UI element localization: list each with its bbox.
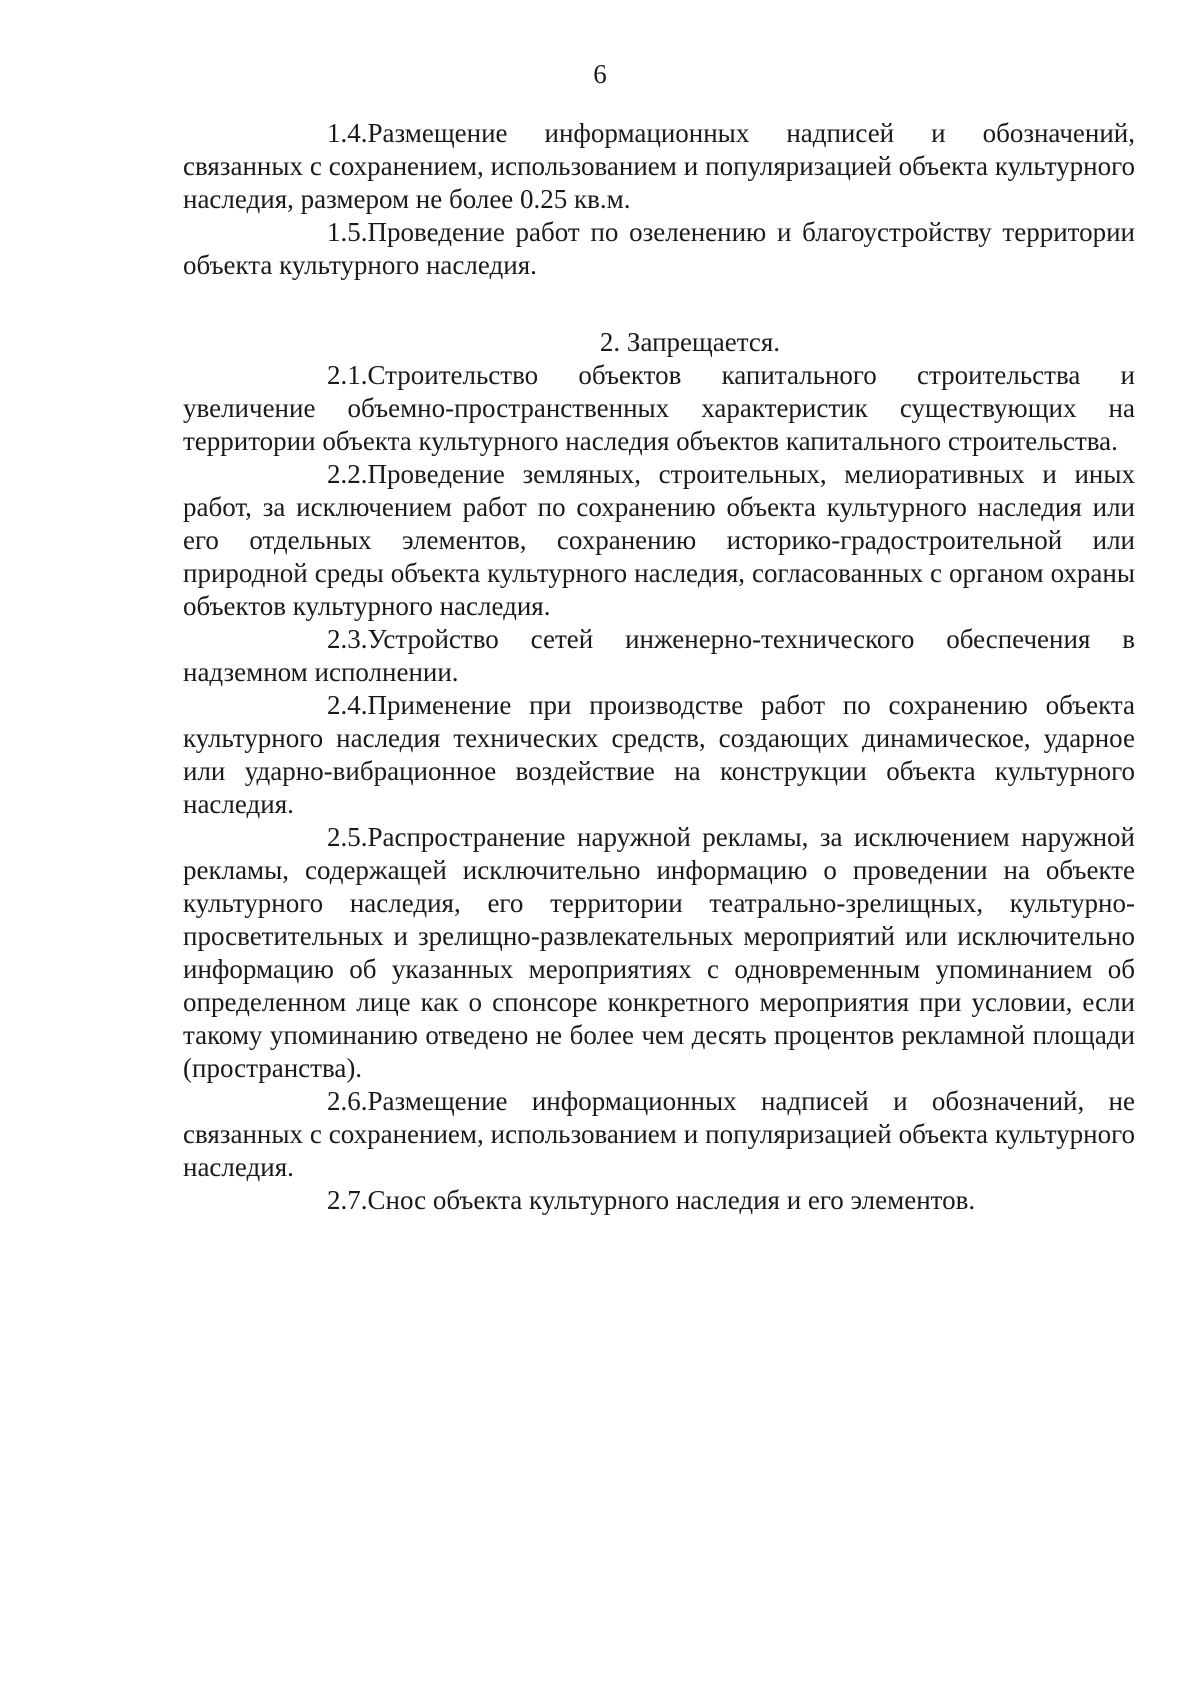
clause-text: Размещение информационных надписей и обозначений, не связанных с сохранением, использованием и популяризацией объекта культурного наследия. bbox=[183, 1086, 1135, 1182]
clause-number: 1.5. bbox=[327, 217, 368, 247]
clause-2-7 bbox=[183, 1184, 1135, 1217]
clause-text: Распространение наружной рекламы, за исключением наружной рекламы, содержащей исключительно информацию о проведении на объекте культурного наследия, его территории театрально-зрелищных, культурно-просветительных и зрелищно-развлекательных мероприятий или исключительно информацию об указанных мероприятиях с одновременным упоминанием об определенном лице как о спонсоре конкретного мероприятия при условии, если такому упоминанию отведено не более чем десять процентов рекламной площади (пространства). bbox=[183, 822, 1135, 1083]
clause-number: 2.7. bbox=[327, 1185, 368, 1215]
clause-2-1 bbox=[183, 359, 1135, 458]
clause-2-5 bbox=[183, 821, 1135, 1085]
clause-number: 1.4. bbox=[327, 118, 368, 148]
clause-number: 2.4. bbox=[327, 690, 368, 720]
clause-2-3 bbox=[183, 623, 1135, 689]
clause-text: Проведение земляных, строительных, мелиоративных и иных работ, за исключением работ по сохранению объекта культурного наследия или его отдельных элементов, сохранению историко-градостроительной или природной среды объекта культурного наследия, согласованных с органом охраны объектов культурного наследия. bbox=[183, 459, 1135, 621]
clause-2-6 bbox=[183, 1085, 1135, 1184]
clause-2-2 bbox=[183, 458, 1135, 623]
clause-text: Размещение информационных надписей и обозначений, связанных с сохранением, использованием и популяризацией объекта культурного наследия, размером не более 0.25 кв.м. bbox=[183, 118, 1135, 214]
clause-1-5 bbox=[183, 216, 1135, 282]
clause-text: Строительство объектов капитального строительства и увеличение объемно-пространственных характеристик существующих на территории объекта культурного наследия объектов капитального строительства. bbox=[183, 360, 1135, 456]
clause-text: Устройство сетей инженерно-технического обеспечения в надземном исполнении. bbox=[183, 624, 1135, 687]
clause-2-4 bbox=[183, 689, 1135, 821]
document-body bbox=[183, 117, 1135, 1217]
clause-number: 2.3. bbox=[327, 624, 368, 654]
page-number: 6 bbox=[593, 59, 607, 89]
clause-text: Применение при производстве работ по сохранению объекта культурного наследия технических средств, создающих динамическое, ударное или ударно-вибрационное воздействие на конструкции объекта культурного наследия. bbox=[183, 690, 1135, 819]
clause-number: 2.6. bbox=[327, 1086, 368, 1116]
clause-text: Проведение работ по озеленению и благоустройству территории объекта культурного наследия. bbox=[183, 217, 1135, 280]
clause-text: Снос объекта культурного наследия и его элементов. bbox=[367, 1185, 976, 1215]
clause-number: 2.2. bbox=[327, 459, 368, 489]
clause-number: 2.1. bbox=[327, 360, 368, 390]
clause-number: 2.5. bbox=[327, 822, 368, 852]
clause-1-4 bbox=[183, 117, 1135, 216]
section-heading-prohibited: 2. Запрещается. bbox=[599, 327, 781, 357]
